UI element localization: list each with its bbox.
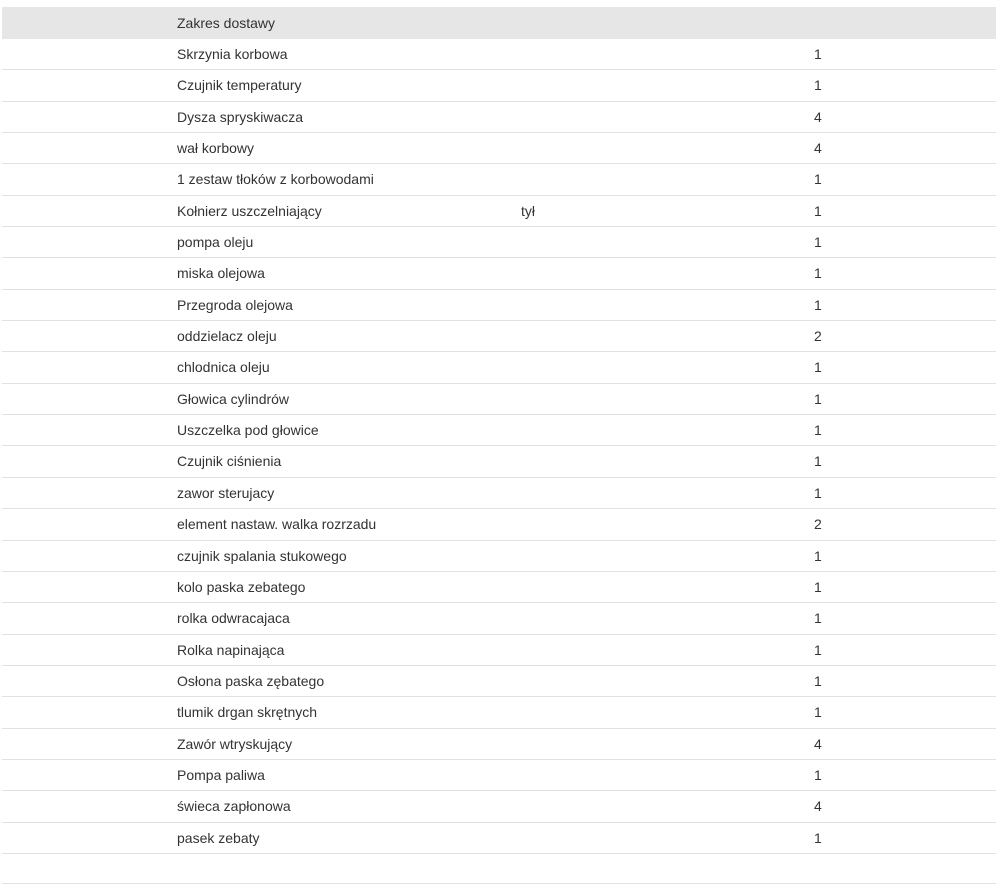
item-name: 1 zestaw tłoków z korbowodami <box>177 171 374 188</box>
item-name: Głowica cylindrów <box>177 390 290 407</box>
item-name: miska olejowa <box>177 265 265 282</box>
item-name: Osłona paska zębatego <box>177 672 325 689</box>
table-row <box>2 603 996 634</box>
table-row <box>2 133 996 164</box>
table-row <box>2 823 996 854</box>
table-row <box>2 635 996 666</box>
table-row <box>2 227 996 258</box>
item-quantity: 1 <box>814 641 822 658</box>
item-name: Skrzynia korbowa <box>177 46 288 62</box>
item-quantity: 1 <box>814 202 822 219</box>
table-row <box>2 164 996 195</box>
item-quantity: 2 <box>814 516 822 533</box>
item-quantity: 1 <box>814 390 822 407</box>
item-quantity: 1 <box>814 578 822 595</box>
item-quantity: 1 <box>814 296 822 313</box>
item-name: chlodnica oleju <box>177 359 270 376</box>
table-row <box>2 321 996 352</box>
table-header-title: Zakres dostawy <box>177 15 276 31</box>
item-name: rolka odwracajaca <box>177 610 290 627</box>
item-quantity: 1 <box>814 610 822 627</box>
table-footer-spacer <box>2 854 996 884</box>
table-row <box>2 541 996 572</box>
table-row <box>2 697 996 728</box>
item-name: Przegroda olejowa <box>177 296 293 313</box>
item-quantity: 1 <box>814 359 822 376</box>
table-row <box>2 572 996 603</box>
table-row <box>2 70 996 101</box>
item-quantity: 1 <box>814 171 822 188</box>
item-quantity: 1 <box>814 704 822 721</box>
table-row <box>2 729 996 760</box>
table-row <box>2 478 996 509</box>
item-quantity: 1 <box>814 46 822 62</box>
item-quantity: 4 <box>814 108 822 125</box>
item-name: Pompa paliwa <box>177 766 265 783</box>
item-note: tył <box>521 202 535 219</box>
item-quantity: 4 <box>814 140 822 157</box>
item-name: zawor sterujacy <box>177 484 275 501</box>
item-name: Dysza spryskiwacza <box>177 108 304 125</box>
item-quantity: 1 <box>814 829 822 846</box>
table-row <box>2 760 996 791</box>
table-body <box>2 39 996 854</box>
table-row <box>2 196 996 227</box>
item-quantity: 1 <box>814 484 822 501</box>
item-name: Kołnierz uszczelniający <box>177 202 322 219</box>
item-name: Czujnik ciśnienia <box>177 453 282 470</box>
table-row <box>2 258 996 289</box>
item-name: wał korbowy <box>177 140 255 157</box>
item-quantity: 1 <box>814 77 822 94</box>
table-row <box>2 102 996 133</box>
item-quantity: 1 <box>814 672 822 689</box>
item-quantity: 1 <box>814 422 822 439</box>
item-name: pompa oleju <box>177 234 254 251</box>
item-name: czujnik spalania stukowego <box>177 547 347 564</box>
table-row <box>2 791 996 822</box>
item-name: świeca zapłonowa <box>177 798 291 815</box>
item-name: element nastaw. walka rozrzadu <box>177 516 377 533</box>
item-name: Zawór wtryskujący <box>177 735 293 752</box>
table-row <box>2 509 996 540</box>
item-quantity: 4 <box>814 798 822 815</box>
item-quantity: 1 <box>814 453 822 470</box>
table-row <box>2 352 996 383</box>
item-quantity: 1 <box>814 547 822 564</box>
item-quantity: 1 <box>814 265 822 282</box>
item-name: pasek zebaty <box>177 829 260 846</box>
table-row <box>2 415 996 446</box>
item-quantity: 2 <box>814 328 822 345</box>
item-quantity: 4 <box>814 735 822 752</box>
table-row <box>2 39 996 70</box>
item-quantity: 1 <box>814 766 822 783</box>
table-row <box>2 446 996 477</box>
item-quantity: 1 <box>814 234 822 251</box>
item-name: Uszczelka pod głowice <box>177 422 319 439</box>
table-row <box>2 290 996 321</box>
item-name: tlumik drgan skrętnych <box>177 704 318 721</box>
delivery-scope-table <box>2 7 996 884</box>
item-name: oddzielacz oleju <box>177 328 277 345</box>
item-name: kolo paska zebatego <box>177 578 306 595</box>
table-row <box>2 384 996 415</box>
table-row <box>2 666 996 697</box>
item-name: Rolka napinająca <box>177 641 285 658</box>
item-name: Czujnik temperatury <box>177 77 302 94</box>
table-header <box>2 7 996 39</box>
